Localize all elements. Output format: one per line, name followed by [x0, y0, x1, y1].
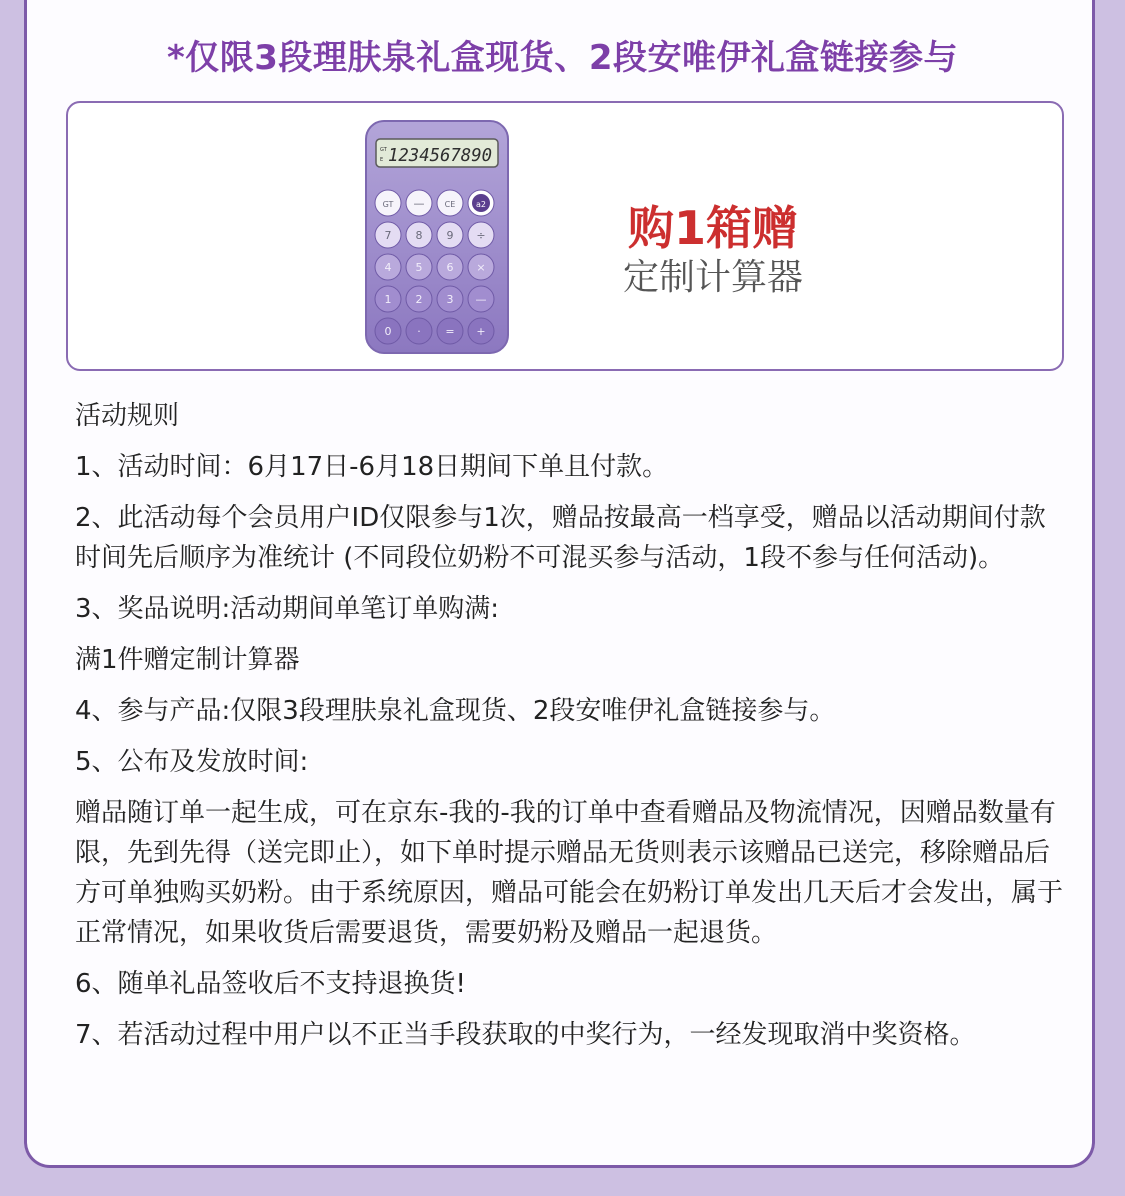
calculator-key-label: 7	[384, 229, 392, 242]
rule-item-3-detail: 满1件赠定制计算器	[75, 645, 300, 675]
calculator-key-label: GT	[382, 200, 394, 209]
calculator-key-label: ×	[476, 261, 486, 274]
calculator-key-label: =	[445, 325, 455, 338]
rule-item-1: 1、活动时间：6月17日-6月18日期间下单且付款。	[75, 452, 669, 482]
rule-item-5-detail: 赠品随订单一起生成，可在京东-我的-我的订单中查看赠品及物流情况，因赠品数量有限，先到先得（送完即止），如下单时提示赠品无货则表示该赠品已送完，移除赠品后方可单独购买奶粉。由于系统原因，赠品可能会在奶粉订单发出几天后才会发出，属于正常情况，如果收货后需要退货，需要奶粉及赠品一起退货。	[75, 798, 1064, 948]
calculator-key-label: CE	[444, 200, 456, 209]
rule-item-7: 7、若活动过程中用户以不正当手段获取的中奖行为，一经发现取消中奖资格。	[75, 1020, 976, 1050]
svg-text:GT: GT	[380, 147, 387, 153]
calculator-key-label: ·	[417, 325, 421, 338]
calculator-image	[364, 119, 510, 355]
calculator-key-label: 6	[446, 261, 454, 274]
calculator-key-label: 2	[415, 293, 423, 306]
rule-item-3: 3、奖品说明:活动期间单笔订单购满:	[75, 594, 500, 624]
content-card	[24, 0, 1095, 1168]
calculator-key-label: —	[413, 197, 425, 210]
calculator-key-label: ÷	[476, 229, 486, 242]
calculator-key-label: 3	[446, 293, 454, 306]
promo-title: 购1箱赠	[627, 201, 798, 255]
calculator-key-label: 0	[384, 325, 392, 338]
rules-heading: 活动规则	[75, 401, 180, 431]
calculator-key-label: 1	[384, 293, 392, 306]
rule-item-2: 2、此活动每个会员用户ID仅限参与1次，赠品按最高一档享受，赠品以活动期间付款时间先后顺序为准统计 (不同段位奶粉不可混买参与活动，1段不参与任何活动)。	[75, 503, 1046, 573]
rule-item-4: 4、参与产品:仅限3段理肤泉礼盒现货、2段安唯伊礼盒链接参与。	[75, 696, 836, 726]
rule-item-6: 6、随单礼品签收后不支持退换货!	[75, 969, 466, 999]
calculator-display: 1234567890	[388, 145, 492, 166]
calculator-key-label: 4	[384, 261, 392, 274]
rule-item-5: 5、公布及发放时间:	[75, 747, 309, 777]
calculator-key-label: 9	[446, 229, 454, 242]
gift-promo-box	[66, 101, 1064, 371]
page-title: *仅限3段理肤泉礼盒现货、2段安唯伊礼盒链接参与	[166, 38, 959, 78]
calculator-key-label: 8	[415, 229, 423, 242]
calculator-key-label: 5	[415, 261, 423, 274]
calculator-key-label: a2	[476, 200, 486, 209]
rules-section	[75, 396, 1070, 1066]
promo-subtitle: 定制计算器	[622, 257, 803, 298]
calculator-key-label: +	[476, 325, 486, 338]
svg-text:E: E	[380, 157, 384, 163]
promo-text	[613, 201, 813, 301]
calculator-key-label: —	[475, 293, 487, 306]
